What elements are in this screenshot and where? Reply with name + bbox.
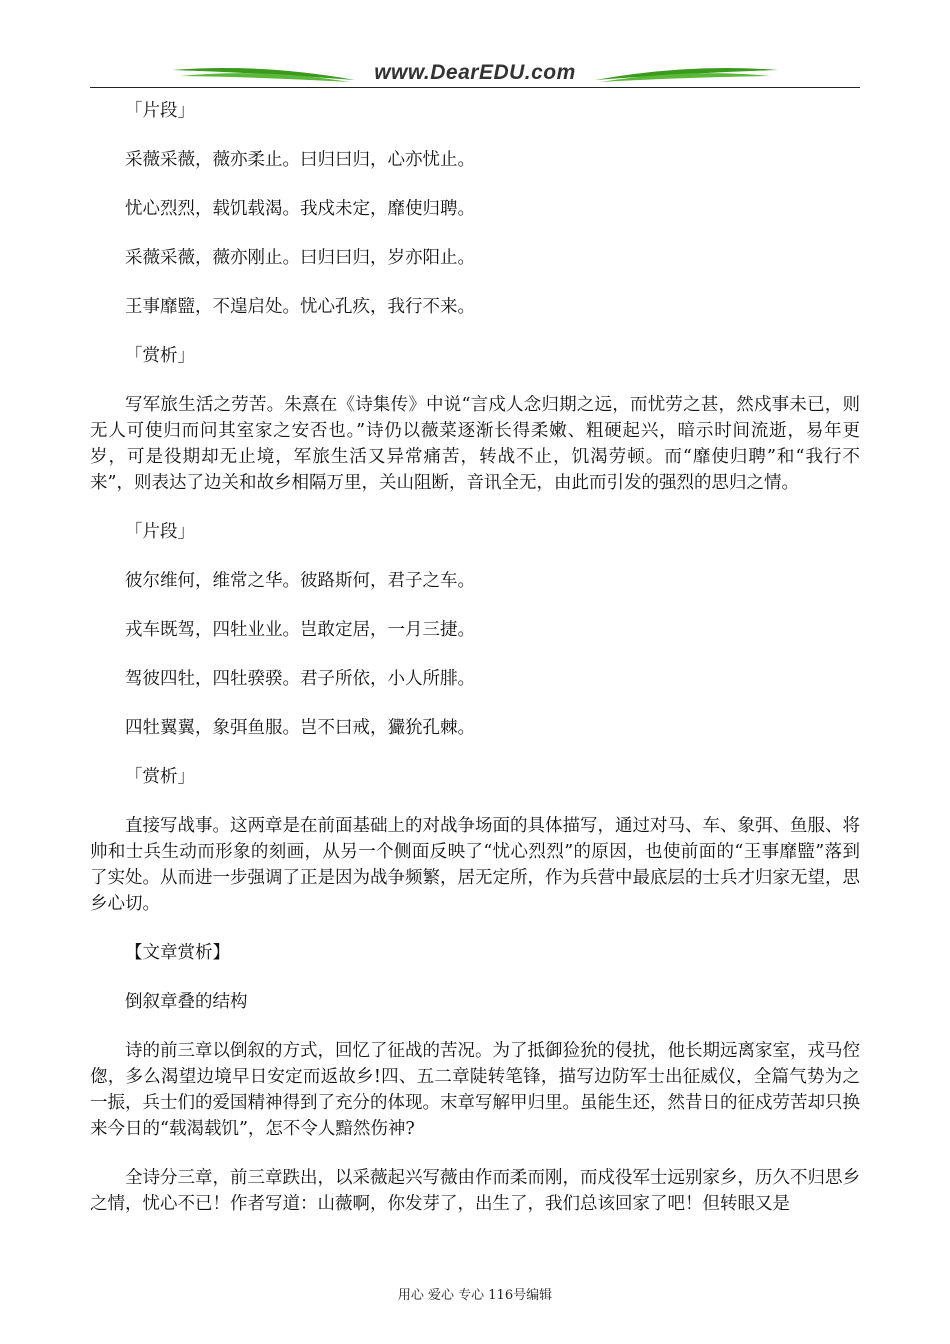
poem-line: 彼尔维何，维常之华。彼路斯何，君子之车。 (125, 571, 475, 591)
analysis-paragraph: 诗的前三章以倒叙的方式，回忆了征战的苦况。为了抵御猃狁的侵扰，他长期远离家室，戎马倥偬，多么渴望边境早日安定而返故乡!四、五二章陡转笔锋，描写边防军士出征威仪，全篇气势为之一振，兵士们的爱国精神得到了充分的体现。末章写解甲归里。虽能生还，然昔日的征戍劳苦却只换来今日的“载渴载饥”，怎不令人黯然伤神? (90, 1041, 860, 1139)
analysis-paragraph: 直接写战事。这两章是在前面基础上的对战争场面的具体描写，通过对马、车、象弭、鱼服、将帅和士兵生动而形象的刻画，从另一个侧面反映了“忧心烈烈”的原因，也使前面的“王事靡盬”落到了实处。从而进一步强调了正是因为战争频繁，居无定所，作为兵营中最底层的士兵才归家无望，思乡心切。 (90, 816, 860, 914)
document-body (90, 98, 860, 1240)
poem-line: 王事靡盬，不遑启处。忧心孔疚，我行不来。 (125, 297, 475, 317)
poem-line: 四牡翼翼，象弭鱼服。岂不曰戒，玁狁孔棘。 (125, 718, 475, 738)
section-label: 「片段」 (125, 101, 195, 121)
section-heading: 【文章赏析】 (125, 943, 230, 963)
poem-line: 采薇采薇，薇亦刚止。曰归曰归，岁亦阳止。 (125, 248, 475, 268)
analysis-paragraph: 写军旅生活之劳苦。朱熹在《诗集传》中说“言戍人念归期之远，而忧劳之甚，然戍事未已，则无人可使归而问其室家之安否也。”诗仍以薇菜逐渐长得柔嫩、粗硬起兴，暗示时间流逝，易年更岁，可是役期却无止境，军旅生活又异常痛苦，转战不止，饥渴劳顿。而“靡使归聘”和“我行不来”，则表达了边关和故乡相隔万里，关山阻断，音讯全无，由此而引发的强烈的思归之情。 (90, 395, 860, 493)
subheading: 倒叙章叠的结构 (125, 992, 248, 1012)
section-label: 「赏析」 (125, 767, 195, 787)
poem-line: 戎车既驾，四牡业业。岂敢定居，一月三捷。 (125, 620, 475, 640)
site-brand: www.DearEDU.com (374, 61, 576, 84)
section-label: 「赏析」 (125, 346, 195, 366)
header-rule (90, 87, 860, 88)
page-header (90, 58, 860, 92)
section-label: 「片段」 (125, 522, 195, 542)
poem-line: 忧心烈烈，载饥载渴。我戍未定，靡使归聘。 (125, 199, 475, 219)
analysis-paragraph: 全诗分三章，前三章跌出，以采薇起兴写薇由作而柔而刚，而戍役军士远别家乡，历久不归思乡之情，忧心不已！作者写道：山薇啊，你发芽了，出生了，我们总该回家了吧！但转眼又是 (90, 1168, 860, 1214)
page-footer: 用心 爱心 专心 116号编辑 (397, 1288, 553, 1303)
poem-line: 驾彼四牡，四牡骙骙。君子所依，小人所腓。 (125, 669, 475, 689)
poem-line: 采薇采薇，薇亦柔止。曰归曰归，心亦忧止。 (125, 150, 475, 170)
